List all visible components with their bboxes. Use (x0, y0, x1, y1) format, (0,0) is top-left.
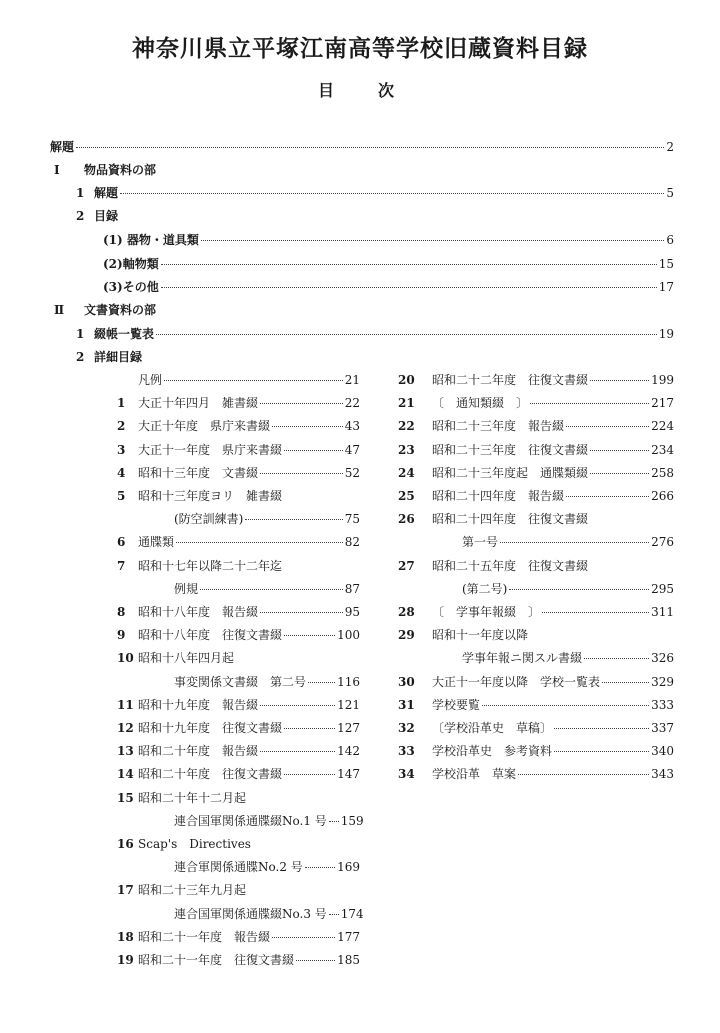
part-heading-1 (54, 162, 156, 178)
detail-entry-label: 昭和二十一年度 往復文書綴 (138, 953, 295, 967)
toc-entry-label: 目録 (94, 209, 119, 223)
part-number: Ⅱ (54, 303, 65, 317)
detail-entry-page: 333 (651, 697, 674, 712)
leader-dots (284, 450, 343, 451)
detail-entry-label: Scap's Directives (138, 837, 251, 851)
leader-dots (329, 821, 339, 822)
detail-entry-label: 昭和二十一年度 報告綴 (138, 929, 271, 944)
leader-dots (200, 589, 343, 590)
leader-dots (260, 751, 335, 752)
detail-entry[interactable] (398, 465, 674, 481)
leader-dots (156, 334, 657, 335)
detail-entry[interactable] (117, 952, 360, 968)
leader-dots (566, 496, 649, 497)
detail-entry[interactable] (117, 442, 360, 458)
detail-entry-label: 凡例 (138, 373, 163, 387)
detail-entry[interactable] (117, 836, 360, 852)
detail-entry-label: (防空訓練書) (174, 512, 244, 527)
detail-entry-number: 11 (117, 697, 134, 712)
detail-entry-page: 147 (337, 767, 360, 782)
detail-entry-number: 25 (398, 489, 415, 503)
detail-entry-number: 10 (117, 651, 134, 666)
detail-entry[interactable] (117, 558, 360, 574)
detail-entry-page: 174 (340, 906, 364, 921)
detail-entry-number: 2 (117, 419, 126, 434)
detail-entry-number: 6 (117, 535, 126, 550)
detail-entry[interactable] (117, 488, 360, 504)
detail-entry[interactable] (398, 534, 674, 550)
toc-entry-number: 2 (76, 350, 85, 364)
detail-entry-label: 連合軍関係通牒No.2 号 (174, 860, 303, 875)
toc-entry-page: 19 (658, 327, 674, 341)
detail-entry-page: 21 (344, 373, 360, 387)
detail-entry-label: 〔 学事年報綴 〕 (432, 605, 541, 619)
leader-dots (260, 705, 335, 706)
detail-entry-number: 32 (398, 721, 415, 735)
detail-entry-page: 329 (651, 674, 674, 689)
leader-dots (284, 728, 335, 729)
leader-dots (509, 589, 649, 590)
detail-entry-page: 87 (344, 581, 360, 596)
detail-entry-label: 昭和二十四年度 往復文書綴 (432, 512, 589, 527)
leader-dots (590, 380, 649, 381)
toc-entry-number: 2 (76, 209, 85, 223)
leader-dots (542, 612, 649, 613)
leader-dots (272, 937, 335, 938)
detail-entry-label: 昭和二十三年九月起 (138, 883, 247, 898)
leader-dots (120, 193, 664, 194)
toc-entry-part1-s2 (76, 208, 118, 224)
detail-entry-page: 121 (337, 697, 360, 712)
toc-entry-label: 解題 (50, 140, 75, 154)
detail-entry[interactable] (398, 558, 674, 574)
leader-dots (554, 728, 649, 729)
toc-entry-page: 5 (666, 186, 674, 200)
detail-entry-page: 22 (344, 396, 360, 411)
toc-entry-page: 2 (666, 140, 674, 154)
detail-entry-number: 15 (117, 790, 134, 805)
detail-entry-page: 340 (651, 744, 674, 759)
detail-entry-page: 177 (337, 929, 360, 944)
detail-entry[interactable] (398, 372, 674, 388)
leader-dots (245, 519, 342, 520)
detail-entry-number: 7 (117, 558, 126, 573)
detail-entry-page: 95 (344, 605, 360, 619)
detail-entry-number: 4 (117, 465, 126, 480)
toc-entry-label: 綴帳一覧表 (94, 327, 155, 341)
detail-entry-label: 学事年報ニ関スル書綴 (462, 651, 583, 666)
detail-entry-label: 〔 通知類綴 〕 (432, 396, 529, 411)
detail-entry-label: 昭和十七年以降二十二年迄 (138, 558, 283, 573)
leader-dots (305, 867, 335, 868)
detail-entry-label: 大正十一年度以降 学校一覧表 (432, 674, 601, 689)
detail-entry-number: 23 (398, 442, 415, 457)
leader-dots (76, 147, 664, 148)
detail-entry-number: 17 (117, 883, 134, 898)
leader-dots (284, 635, 335, 636)
detail-entry[interactable] (117, 674, 360, 690)
detail-entry-page: 116 (337, 674, 360, 689)
detail-entry-number: 22 (398, 419, 415, 434)
detail-entry[interactable] (398, 581, 674, 597)
detail-entry-page: 47 (344, 442, 360, 457)
detail-entry[interactable] (117, 627, 360, 643)
toc-entry-label: (1) 器物・道具類 (103, 233, 199, 247)
detail-entry[interactable] (398, 395, 674, 411)
detail-entry-page: 234 (651, 442, 674, 457)
detail-entry-label: 学校要覧 (432, 697, 481, 712)
detail-entry-label: 昭和十八年四月起 (138, 651, 235, 666)
toc-heading (318, 78, 394, 101)
detail-entry[interactable] (117, 790, 360, 806)
detail-entry[interactable] (398, 511, 674, 527)
detail-entry[interactable] (117, 697, 360, 713)
detail-entry[interactable] (398, 720, 674, 736)
detail-entry[interactable] (398, 604, 674, 620)
detail-entry-label: 連合国軍関係通牒綴No.1 号 (174, 813, 327, 828)
detail-entry[interactable] (398, 697, 674, 713)
leader-dots (176, 542, 343, 543)
toc-entry-label: 詳細目録 (94, 350, 143, 364)
leader-dots (296, 960, 335, 961)
detail-entry-page: 82 (344, 535, 360, 550)
detail-entry-label: 昭和二十年度 往復文書綴 (138, 767, 283, 782)
detail-entry-page: 75 (344, 512, 360, 527)
detail-entry[interactable] (117, 859, 360, 875)
toc-heading-char-1: 目 (318, 81, 335, 100)
detail-entry-page: 276 (651, 535, 674, 550)
detail-entry-page: 337 (651, 721, 674, 735)
toc-entry-part1-i1[interactable] (103, 232, 674, 248)
detail-entry-page: 258 (651, 465, 674, 480)
detail-entry-label: 〔学校沿革史 草稿〕 (432, 721, 553, 735)
detail-entry-label: 事変関係文書綴 第二号 (174, 674, 307, 689)
part-heading-2 (54, 302, 156, 318)
toc-entry-part2-s1[interactable] (76, 326, 674, 342)
leader-dots (584, 658, 649, 659)
detail-entry-page: 142 (337, 744, 360, 759)
detail-entry-label: 昭和十八年度 往復文書綴 (138, 628, 283, 643)
detail-entry-label: 昭和二十三年度 往復文書綴 (432, 442, 589, 457)
detail-entry-label: 大正十年度 県庁来書綴 (138, 419, 271, 434)
detail-entry[interactable] (398, 418, 674, 434)
toc-entry-part1-i2[interactable] (103, 256, 674, 272)
leader-dots (590, 450, 649, 451)
leader-dots (566, 426, 649, 427)
detail-entry-number: 8 (117, 605, 126, 619)
detail-entry-label: 昭和二十四年度 報告綴 (432, 489, 565, 503)
detail-entry-label: 昭和十九年度 往復文書綴 (138, 721, 283, 735)
detail-entry-number: 21 (398, 396, 415, 411)
leader-dots (530, 403, 649, 404)
detail-entry[interactable] (117, 465, 360, 481)
toc-entry-number: 1 (76, 327, 85, 341)
leader-dots (260, 403, 343, 404)
toc-entry-label: (2)軸物類 (103, 257, 159, 271)
detail-entry[interactable] (398, 627, 674, 643)
detail-entry-number: 27 (398, 558, 415, 573)
leader-dots (260, 473, 343, 474)
toc-entry-part2-s2 (76, 349, 142, 365)
toc-entry-label: 解題 (94, 186, 119, 200)
detail-entry-number: 20 (398, 373, 415, 387)
part-label: 物品資料の部 (84, 163, 157, 177)
detail-entry-label: 昭和十三年度 文書綴 (138, 465, 259, 480)
detail-entry-number: 5 (117, 489, 126, 503)
leader-dots (602, 682, 649, 683)
detail-entry-label: 昭和十九年度 報告綴 (138, 697, 259, 712)
detail-entry[interactable] (117, 604, 360, 620)
detail-entry[interactable] (117, 882, 360, 898)
detail-entry-number: 29 (398, 628, 415, 643)
detail-entry-number: 31 (398, 697, 415, 712)
detail-entry-number: 3 (117, 442, 126, 457)
toc-entry-page: 17 (658, 280, 674, 294)
detail-entry-page: 159 (340, 813, 364, 828)
toc-entry-part1-i3[interactable] (103, 279, 674, 295)
detail-entry-label: 連合国軍関係通牒綴No.3 号 (174, 906, 327, 921)
detail-entry-page: 52 (344, 465, 360, 480)
leader-dots (482, 705, 649, 706)
leader-dots (164, 380, 343, 381)
detail-entry[interactable] (117, 581, 360, 597)
detail-entry-page: 224 (651, 419, 674, 434)
detail-entry[interactable] (117, 534, 360, 550)
detail-entry[interactable] (398, 442, 674, 458)
detail-entry-label: 大正十一年度 県庁来書綴 (138, 442, 283, 457)
detail-entry-label: (第二号) (462, 581, 508, 596)
detail-entry-label: 例規 (174, 581, 199, 596)
part-label: 文書資料の部 (84, 303, 157, 317)
detail-entry-label: 通牒類 (138, 535, 175, 550)
detail-entry-number: 24 (398, 465, 415, 480)
detail-entry-number: 19 (117, 953, 134, 967)
detail-entry-page: 100 (337, 628, 360, 643)
detail-entry-label: 昭和二十三年度 報告綴 (432, 419, 565, 434)
detail-entry-number: 14 (117, 767, 134, 782)
detail-entry-page: 169 (337, 860, 360, 875)
toc-entry-kaidai[interactable] (50, 139, 674, 155)
detail-entry-label: 昭和十一年度以降 (432, 628, 529, 643)
detail-entry-label: 昭和二十三年度起 通牒類綴 (432, 465, 589, 480)
detail-entry[interactable] (117, 372, 360, 388)
leader-dots (272, 426, 343, 427)
detail-entry[interactable] (117, 906, 364, 922)
leader-dots (284, 774, 335, 775)
detail-entry[interactable] (117, 650, 360, 666)
detail-entry[interactable] (398, 766, 674, 782)
detail-entry-label: 昭和十三年度ヨリ 雑書綴 (138, 489, 283, 503)
detail-entry-page: 295 (651, 581, 674, 596)
detail-entry[interactable] (117, 395, 360, 411)
detail-entry-number: 26 (398, 512, 415, 527)
detail-entry-page: 326 (651, 651, 674, 666)
leader-dots (308, 682, 335, 683)
detail-entry[interactable] (398, 650, 674, 666)
leader-dots (554, 751, 649, 752)
leader-dots (161, 287, 657, 288)
leader-dots (201, 240, 664, 241)
toc-entry-page: 6 (666, 233, 674, 247)
detail-entry-label: 昭和二十年十二月起 (138, 790, 247, 805)
part-number: Ⅰ (54, 163, 60, 177)
detail-entry-number: 16 (117, 837, 134, 851)
detail-entry[interactable] (398, 674, 674, 690)
detail-entry-page: 311 (651, 605, 674, 619)
detail-entry-label: 昭和十八年度 報告綴 (138, 605, 259, 619)
toc-entry-part1-s1[interactable] (76, 185, 674, 201)
detail-entry-page: 199 (651, 373, 674, 387)
detail-entry[interactable] (117, 929, 360, 945)
detail-entry-page: 43 (344, 419, 360, 434)
detail-entry-label: 大正十年四月 雑書綴 (138, 396, 259, 411)
document-title: 神奈川県立平塚江南高等学校旧蔵資料目録 (132, 35, 588, 62)
toc-entry-page: 15 (658, 257, 674, 271)
detail-entry[interactable] (117, 813, 364, 829)
detail-entry-number: 30 (398, 674, 415, 689)
detail-entry-page: 127 (337, 721, 360, 735)
detail-entry[interactable] (117, 766, 360, 782)
detail-entry-page: 217 (651, 396, 674, 411)
toc-heading-char-2: 次 (378, 81, 395, 100)
detail-entry-label: 学校沿革 草案 (432, 767, 517, 782)
detail-entry[interactable] (398, 743, 674, 759)
detail-entry[interactable] (117, 418, 360, 434)
detail-entry[interactable] (117, 511, 360, 527)
toc-entry-label: (3)その他 (103, 280, 159, 294)
leader-dots (518, 774, 649, 775)
toc-entry-number: 1 (76, 186, 85, 200)
detail-entry-number: 9 (117, 628, 126, 643)
detail-entry-number: 13 (117, 744, 134, 759)
leader-dots (500, 542, 649, 543)
detail-entry-page: 266 (651, 489, 674, 503)
detail-entry-label: 学校沿革史 参考資料 (432, 744, 553, 759)
leader-dots (590, 473, 649, 474)
detail-entry[interactable] (117, 720, 360, 736)
detail-entry-number: 18 (117, 929, 134, 944)
detail-entry-label: 昭和二十年度 報告綴 (138, 744, 259, 759)
detail-entry-number: 12 (117, 721, 134, 735)
detail-entry-page: 185 (337, 953, 360, 967)
detail-entry-number: 34 (398, 767, 415, 782)
detail-entry-page: 343 (651, 767, 674, 782)
detail-entry-label: 第一号 (462, 535, 499, 550)
detail-entry-number: 28 (398, 605, 415, 619)
leader-dots (161, 264, 657, 265)
detail-entry[interactable] (398, 488, 674, 504)
detail-entry-number: 1 (117, 396, 126, 411)
detail-entry-label: 昭和二十五年度 往復文書綴 (432, 558, 589, 573)
detail-entry-number: 33 (398, 744, 415, 759)
leader-dots (260, 612, 343, 613)
leader-dots (329, 914, 339, 915)
detail-entry[interactable] (117, 743, 360, 759)
detail-entry-label: 昭和二十二年度 往復文書綴 (432, 373, 589, 387)
